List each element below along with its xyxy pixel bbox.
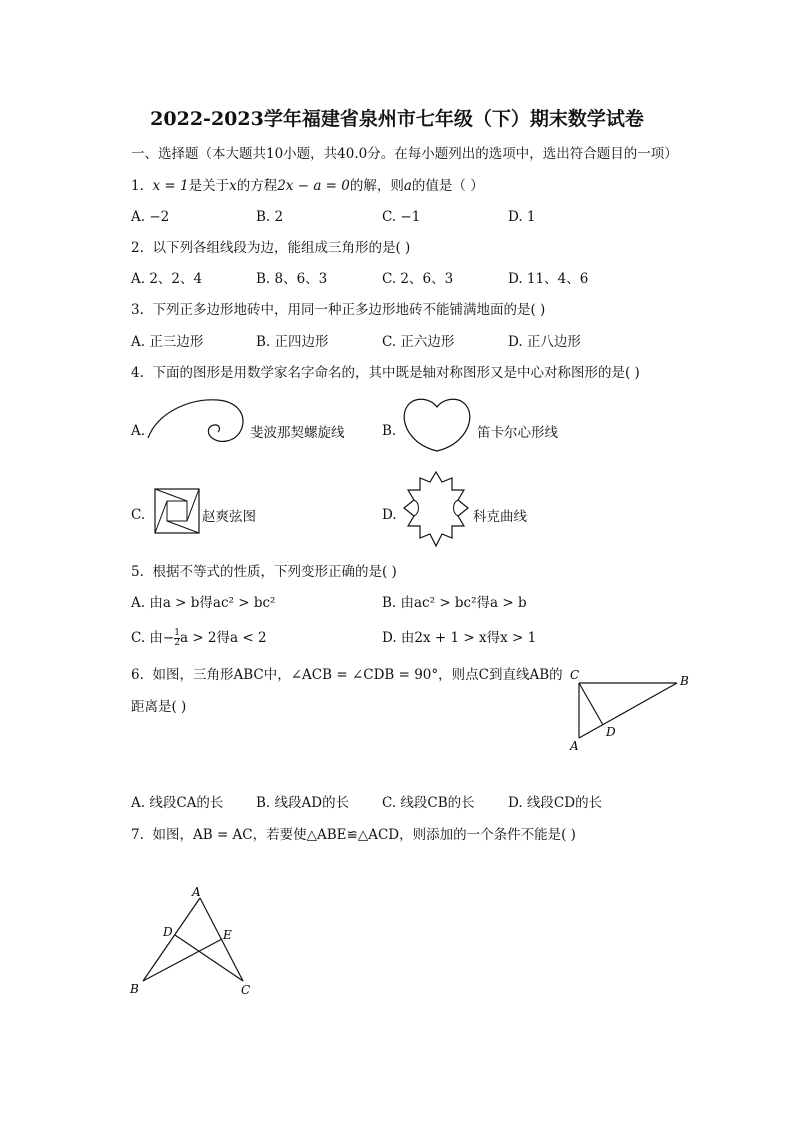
q7-triangle-figure xyxy=(125,882,265,1002)
question-6 xyxy=(131,666,563,684)
vertex-label-a: A xyxy=(570,739,579,753)
vertex-label-c: C xyxy=(570,668,580,682)
question-number: 1. xyxy=(131,178,144,194)
zhao-shuang-figure xyxy=(154,488,200,534)
question-text: 的方程 xyxy=(236,178,278,194)
question-number: 7. xyxy=(131,827,144,843)
question-text: 下面的图形是用数学家名字命名的，其中既是轴对称图形又是中心对称图形的是( ) xyxy=(152,365,640,381)
q6-option-b[interactable]: B. 线段AD的长 xyxy=(256,795,350,811)
q4-option-b[interactable]: B. xyxy=(382,423,397,439)
cardioid-figure xyxy=(400,395,475,455)
question-text: 是关于 xyxy=(188,178,230,194)
question-text: 的值是（ ） xyxy=(411,178,484,194)
fibonacci-label: 斐波那契螺旋线 xyxy=(250,425,345,441)
option-text: a > 2得a < 2 xyxy=(179,630,267,646)
question-text: 根据不等式的性质，下列变形正确的是( ) xyxy=(152,564,397,580)
exam-title: 2022-2023学年福建省泉州市七年级（下）期末数学试卷 xyxy=(150,108,644,130)
math-expression: x = 1 xyxy=(152,178,189,194)
q5-option-a[interactable]: A. 由a > b得ac² > bc² xyxy=(131,595,276,611)
question-number: 2. xyxy=(131,240,144,256)
question-6-continued: 距离是( ) xyxy=(131,699,187,715)
zhao-shuang-label: 赵爽弦图 xyxy=(202,509,256,525)
q3-option-b[interactable]: B. 正四边形 xyxy=(256,334,329,350)
question-number: 3. xyxy=(131,302,144,318)
question-number: 4. xyxy=(131,365,144,381)
question-text: 下列正多边形地砖中，用同一种正多边形地砖不能铺满地面的是( ) xyxy=(152,302,546,318)
q2-option-a[interactable]: A. 2、2、4 xyxy=(131,271,203,287)
math-variable: x xyxy=(229,178,237,194)
question-4 xyxy=(131,364,640,382)
q2-option-c[interactable]: C. 2、6、3 xyxy=(382,271,454,287)
q6-triangle-figure xyxy=(565,668,695,758)
q6-option-d[interactable]: D. 线段CD的长 xyxy=(508,795,603,811)
option-text: C. 由− xyxy=(131,630,175,646)
cardioid-label: 笛卡尔心形线 xyxy=(477,425,558,441)
q3-option-d[interactable]: D. 正八边形 xyxy=(508,334,581,350)
math-expression: 2x − a = 0 xyxy=(277,178,350,194)
q6-option-c[interactable]: C. 线段CB的长 xyxy=(382,795,475,811)
vertex-label-d: D xyxy=(606,725,616,739)
fraction-numerator: 1 xyxy=(174,628,180,638)
q1-option-c[interactable]: C. −1 xyxy=(382,209,421,225)
q3-option-a[interactable]: A. 正三边形 xyxy=(131,334,204,350)
q2-option-d[interactable]: D. 11、4、6 xyxy=(508,271,589,287)
q1-option-a[interactable]: A. −2 xyxy=(131,209,170,225)
q5-option-d[interactable]: D. 由2x + 1 > x得x > 1 xyxy=(382,630,537,646)
q4-option-a[interactable]: A. xyxy=(131,423,146,439)
question-3 xyxy=(131,301,545,319)
vertex-label-d: D xyxy=(163,925,173,939)
koch-curve-figure xyxy=(400,470,472,548)
vertex-label-b: B xyxy=(680,674,689,688)
vertex-label-b: B xyxy=(130,982,139,996)
vertex-label-e: E xyxy=(223,928,232,942)
q5-option-c[interactable] xyxy=(131,629,267,648)
fraction-denominator: 2 xyxy=(174,638,180,648)
koch-curve-label: 科克曲线 xyxy=(473,509,527,525)
math-variable: a xyxy=(403,178,412,194)
vertex-label-c: C xyxy=(241,983,251,997)
question-number: 6. xyxy=(131,667,144,683)
question-text: 如图，AB = AC，若要使△ABE≌△ACD，则添加的一个条件不能是( ) xyxy=(152,827,576,843)
q6-option-a[interactable]: A. 线段CA的长 xyxy=(131,795,224,811)
question-text: 如图，三角形ABC中，∠ACB = ∠CDB = 90°，则点C到直线AB的 xyxy=(152,667,563,683)
q4-option-d[interactable]: D. xyxy=(382,507,397,523)
question-5 xyxy=(131,563,397,581)
fibonacci-spiral-figure xyxy=(140,394,250,454)
vertex-label-a: A xyxy=(192,885,201,899)
question-1 xyxy=(131,177,484,195)
question-2 xyxy=(131,239,410,257)
q3-option-c[interactable]: C. 正六边形 xyxy=(382,334,455,350)
question-7 xyxy=(131,826,576,844)
q1-option-d[interactable]: D. 1 xyxy=(508,209,536,225)
section-heading: 一、选择题（本大题共10小题，共40.0分。在每小题列出的选项中，选出符合题目的一项） xyxy=(131,146,678,162)
question-text: 以下列各组线段为边，能组成三角形的是( ) xyxy=(152,240,411,256)
question-text: 的解，则 xyxy=(349,178,404,194)
question-number: 5. xyxy=(131,564,144,580)
q2-option-b[interactable]: B. 8、6、3 xyxy=(256,271,328,287)
q5-option-b[interactable]: B. 由ac² > bc²得a > b xyxy=(382,595,527,611)
q4-option-c[interactable]: C. xyxy=(131,507,146,523)
q1-option-b[interactable]: B. 2 xyxy=(256,209,284,225)
